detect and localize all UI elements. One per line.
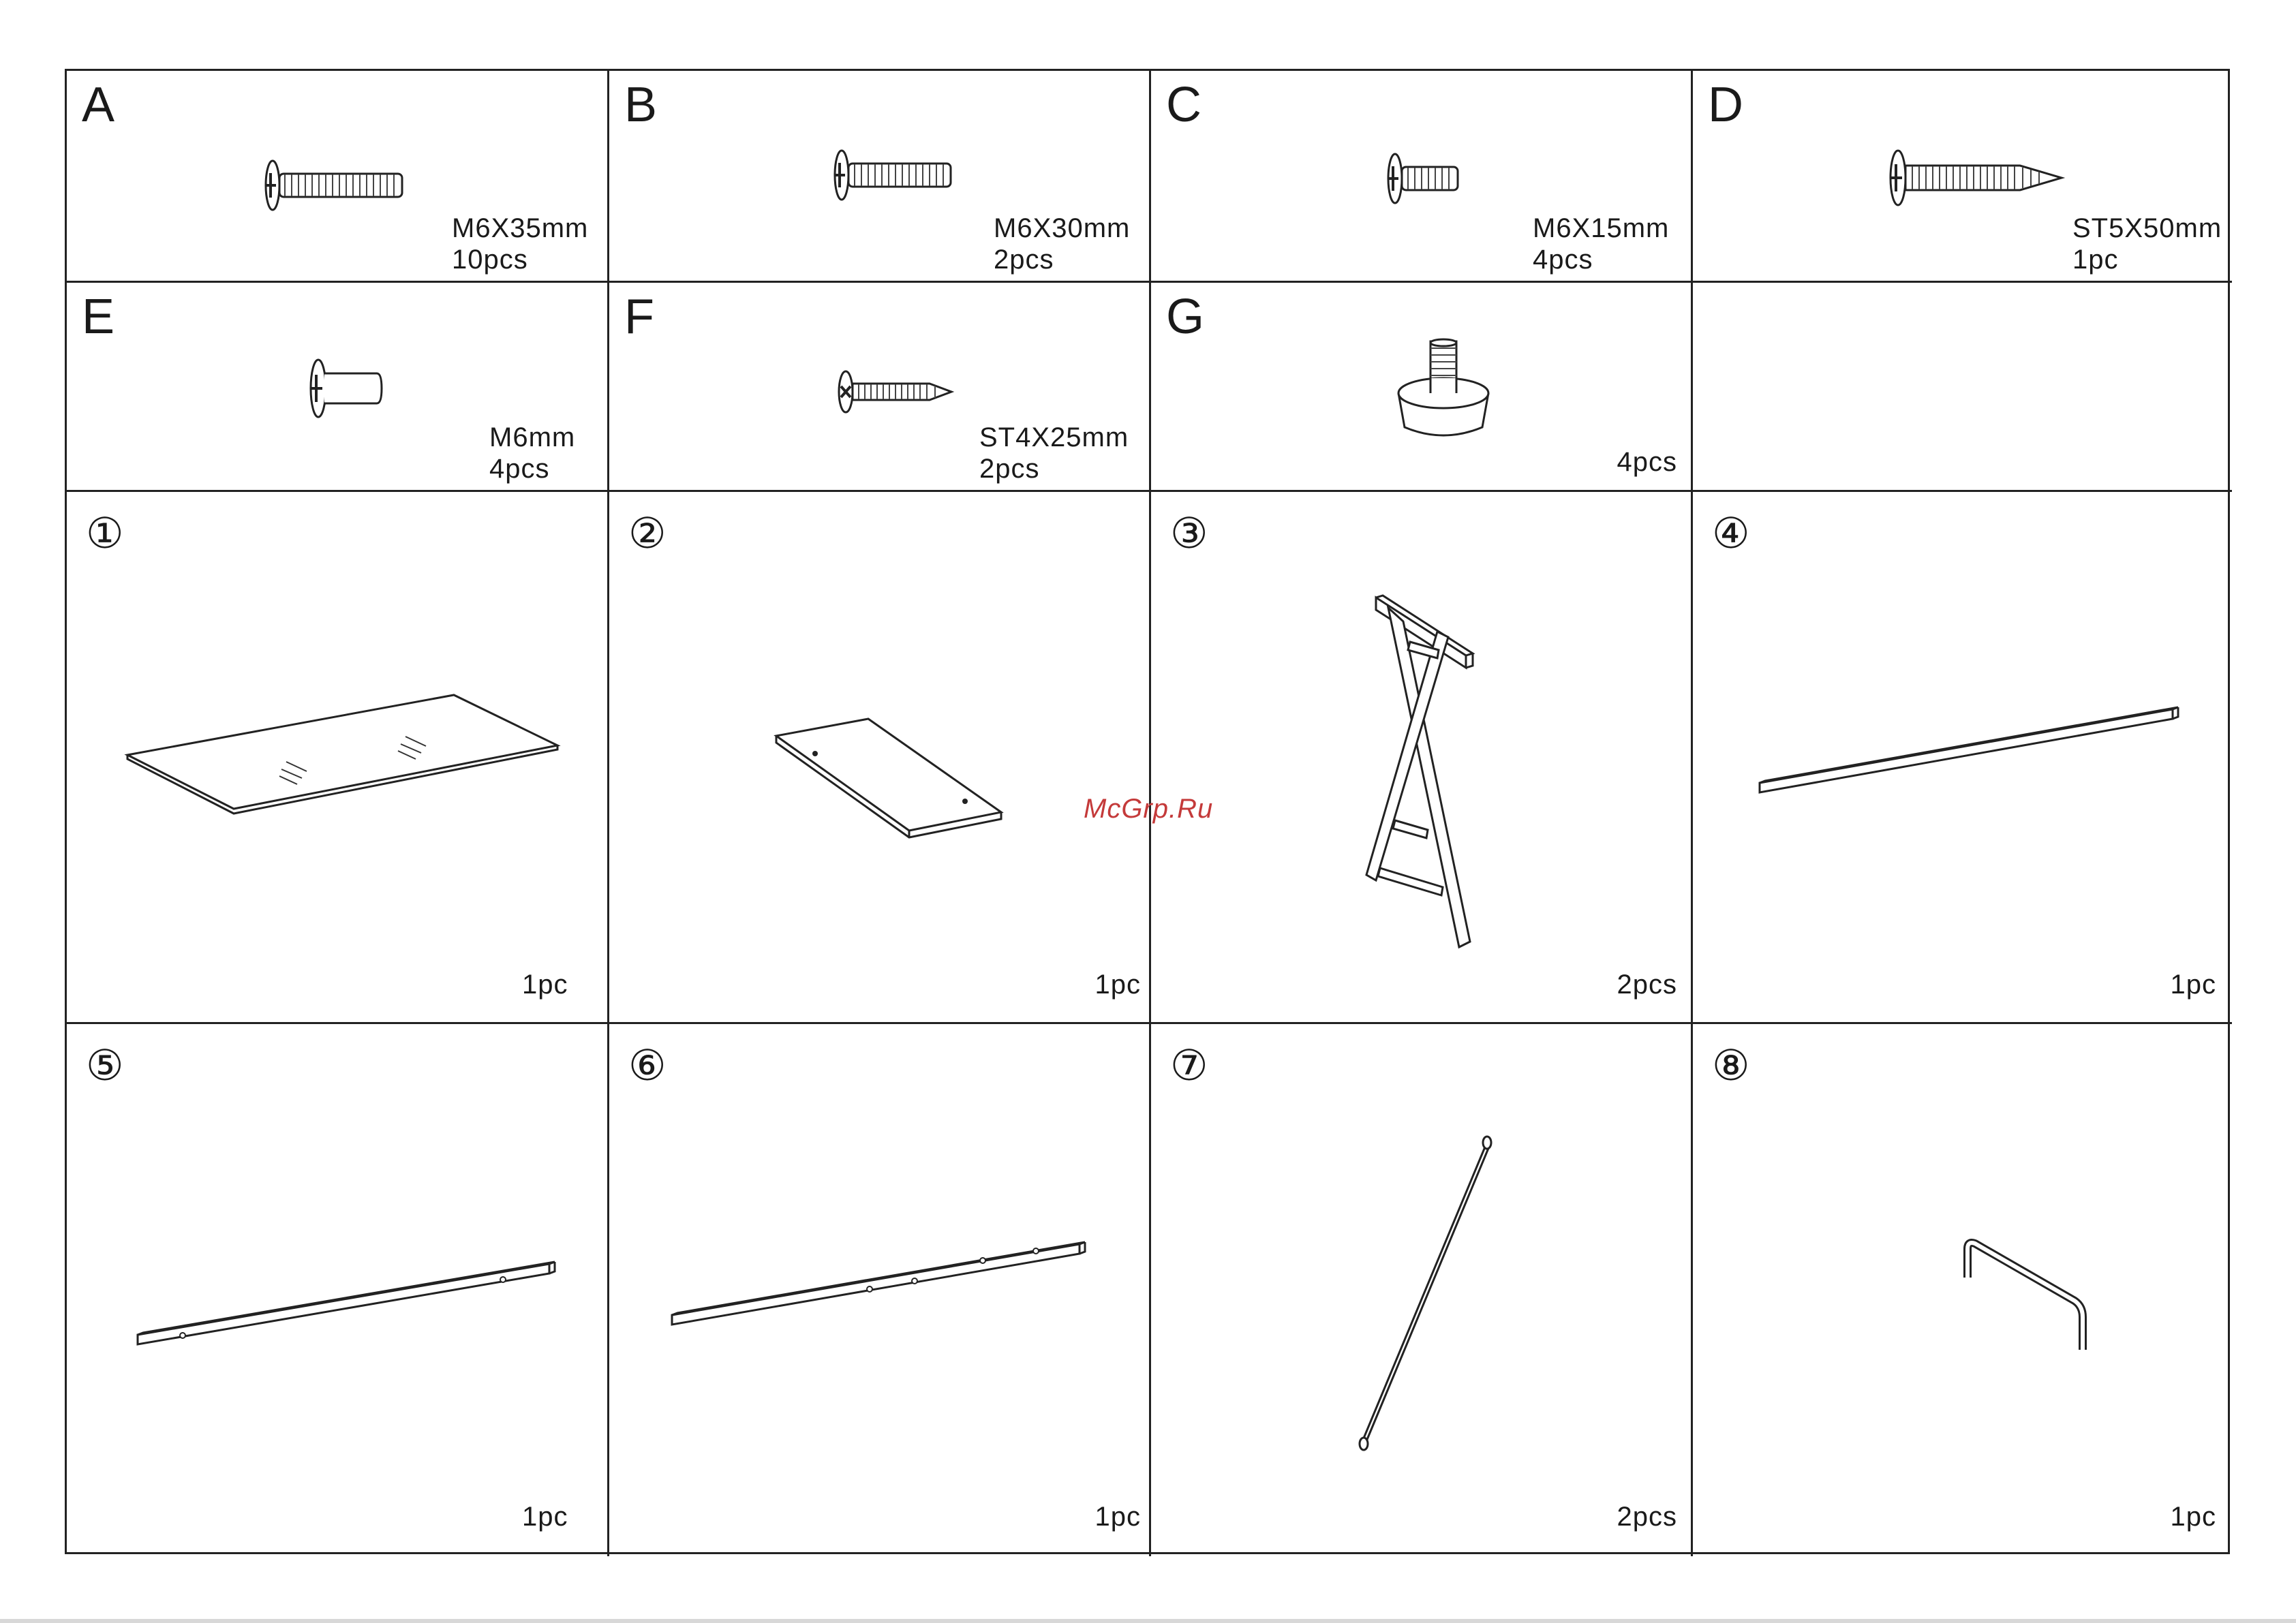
part-cell-2	[609, 492, 1151, 1024]
part-cell-3	[1151, 492, 1693, 1024]
part-cell-1	[67, 492, 609, 1024]
part-qty: 1pc	[2170, 970, 2216, 1000]
part-number: ③	[1170, 508, 1208, 558]
hardware-cell-d	[1693, 71, 2232, 283]
hardware-size: M6mm	[489, 422, 576, 452]
part-qty: 2pcs	[1617, 970, 1677, 1000]
part-cell-7	[1151, 1024, 1693, 1556]
hardware-cell-c	[1151, 71, 1693, 283]
hardware-letter: D	[1708, 78, 1743, 132]
cross-rod-icon	[1151, 1024, 1693, 1556]
hardware-cell-e	[67, 283, 609, 492]
hardware-cell-g	[1151, 283, 1693, 492]
part-number: ⑧	[1712, 1040, 1750, 1090]
part-qty: 1pc	[522, 1502, 568, 1532]
x-leg-frame-icon	[1151, 492, 1693, 1024]
hardware-letter: C	[1166, 78, 1201, 132]
long-rail-icon	[1693, 492, 2232, 1024]
hardware-qty: 2pcs	[979, 454, 1040, 484]
hardware-size: ST4X25mm	[979, 422, 1129, 452]
hardware-qty: 2pcs	[994, 245, 1054, 275]
drilled-rail-four-holes-icon	[609, 1024, 1151, 1556]
part-number: ⑥	[628, 1040, 667, 1090]
hardware-qty: 4pcs	[489, 454, 550, 484]
hardware-qty: 10pcs	[452, 245, 528, 275]
wood-screw-long-icon	[1693, 71, 2232, 283]
part-cell-5	[67, 1024, 609, 1556]
part-cell-8	[1693, 1024, 2232, 1556]
hardware-letter: G	[1166, 290, 1205, 344]
bent-handle-icon	[1693, 1024, 2232, 1556]
part-qty: 1pc	[1095, 970, 1141, 1000]
part-number: ①	[86, 508, 124, 558]
hardware-letter: F	[624, 290, 654, 344]
hardware-cell-b	[609, 71, 1151, 283]
drilled-rail-icon	[67, 1024, 609, 1556]
part-qty: 1pc	[1095, 1502, 1141, 1532]
part-number: ②	[628, 508, 667, 558]
hardware-qty: 4pcs	[1533, 245, 1593, 275]
hardware-letter: E	[82, 290, 115, 344]
watermark: McGrp.Ru	[1084, 794, 1214, 824]
part-qty: 1pc	[2170, 1502, 2216, 1532]
shelf-board-icon	[609, 492, 1151, 1024]
hardware-size: ST5X50mm	[2072, 213, 2222, 243]
empty-cell	[1693, 283, 2232, 492]
part-cell-6	[609, 1024, 1151, 1556]
part-number: ④	[1712, 508, 1750, 558]
hardware-size: M6X30mm	[994, 213, 1131, 243]
hardware-letter: B	[624, 78, 658, 132]
glass-top-icon	[67, 492, 609, 1024]
part-cell-4	[1693, 492, 2232, 1024]
hardware-letter: A	[82, 78, 115, 132]
part-number: ⑦	[1170, 1040, 1208, 1090]
machine-screw-short-icon	[1151, 71, 1693, 283]
part-qty: 1pc	[522, 970, 568, 1000]
adjustable-foot-icon	[1151, 283, 1693, 492]
part-number: ⑤	[86, 1040, 124, 1090]
hardware-qty: 4pcs	[1617, 447, 1677, 477]
part-qty: 2pcs	[1617, 1502, 1677, 1532]
hardware-cell-a	[67, 71, 609, 283]
machine-screw-medium-icon	[609, 71, 1151, 283]
wood-screw-short-icon	[609, 283, 1151, 492]
page-bottom-rule	[0, 1619, 2296, 1623]
hardware-qty: 1pc	[2072, 245, 2119, 275]
hardware-size: M6X35mm	[452, 213, 589, 243]
hardware-cell-f	[609, 283, 1151, 492]
hardware-size: M6X15mm	[1533, 213, 1670, 243]
